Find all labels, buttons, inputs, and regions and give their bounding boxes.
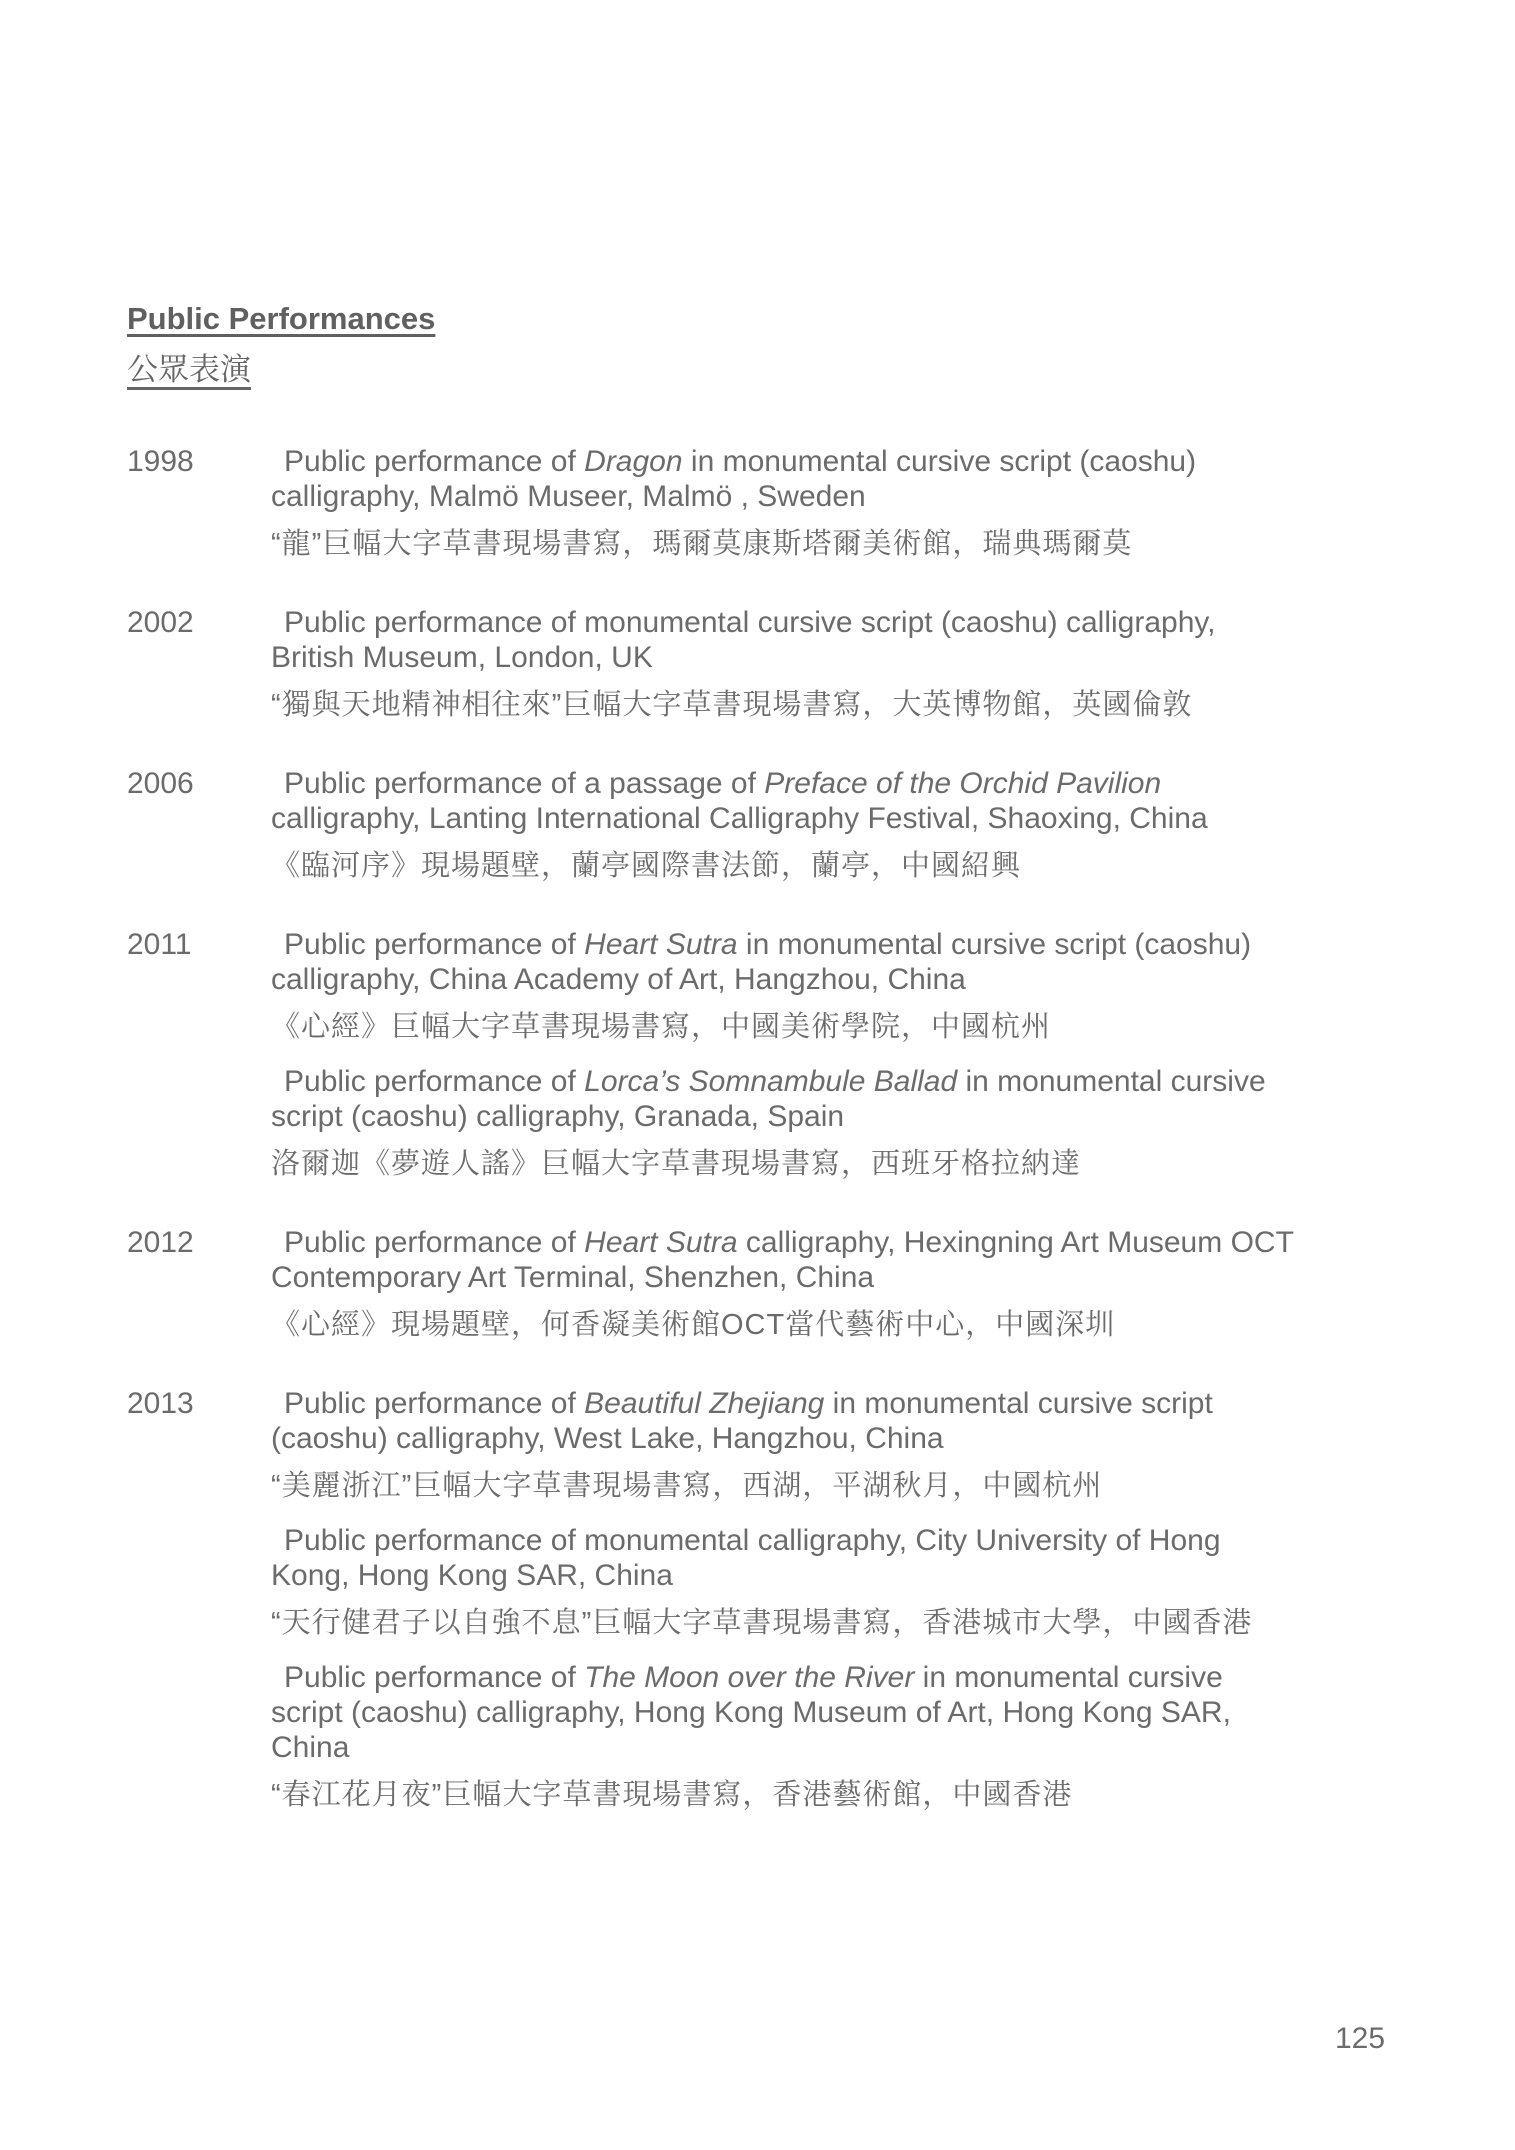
performance-description-chinese: 《心經》巨幅大字草書現場書寫，中國美術學院，中國杭州 xyxy=(271,1011,1052,1043)
text-segment: Public performance of xyxy=(284,1065,585,1098)
performance-item xyxy=(271,605,1437,724)
text-segment: in monumental cursive script (caoshu) xyxy=(682,445,1197,478)
performance-item xyxy=(271,1225,1437,1344)
description-line-english xyxy=(271,605,1437,640)
entry-items xyxy=(271,1225,1437,1344)
text-segment: calligraphy, China Academy of Art, Hangzhou, China xyxy=(271,963,966,996)
artwork-title: Dragon xyxy=(584,445,683,478)
performance-description-english xyxy=(271,1064,1437,1134)
text-segment: Contemporary Art Terminal, Shenzhen, China xyxy=(271,1261,875,1294)
description-line-english xyxy=(271,1523,1437,1558)
performance-entry xyxy=(127,605,1437,724)
entry-year: 2011 xyxy=(127,928,192,961)
performance-description-chinese: 洛爾迦《夢遊人謠》巨幅大字草書現場書寫，西班牙格拉納達 xyxy=(271,1148,1082,1180)
performance-description-english xyxy=(271,766,1437,836)
description-line-english xyxy=(271,927,1437,962)
entry-year: 2002 xyxy=(127,606,194,639)
text-segment: China xyxy=(271,1731,350,1764)
text-segment: Public performance of monumental cursive script (caoshu) calligraphy, xyxy=(284,606,1216,639)
performance-description-english xyxy=(271,927,1437,997)
text-segment: in monumental cursive script xyxy=(824,1387,1213,1420)
artwork-title: Lorca’s Somnambule Ballad xyxy=(584,1065,958,1098)
entry-items xyxy=(271,605,1437,724)
performance-description-english xyxy=(271,1386,1437,1456)
description-line-english xyxy=(271,1099,1437,1134)
artwork-title: The Moon over the River xyxy=(584,1661,915,1694)
text-segment: Public performance of monumental calligraphy, City University of Hong xyxy=(284,1524,1221,1557)
performance-description-english xyxy=(271,1660,1437,1765)
text-segment: in monumental cursive xyxy=(957,1065,1266,1098)
section-heading-chinese: 公眾表演 xyxy=(127,352,251,387)
description-line-english xyxy=(271,640,1437,675)
text-segment: calligraphy, Lanting International Calligraphy Festival, Shaoxing, China xyxy=(271,802,1208,835)
performance-description-chinese: 《臨河序》現場題壁，蘭亭國際書法節，蘭亭，中國紹興 xyxy=(271,850,1022,882)
entry-year: 1998 xyxy=(127,445,194,478)
text-segment: Public performance of xyxy=(284,445,585,478)
description-line-english xyxy=(271,479,1437,514)
text-segment: Public performance of xyxy=(284,1661,585,1694)
page-content xyxy=(127,300,1437,1856)
text-segment: British Museum, London, UK xyxy=(271,641,653,674)
section-heading-english: Public Performances xyxy=(127,301,436,336)
text-segment: Kong, Hong Kong SAR, China xyxy=(271,1559,673,1592)
entry-items xyxy=(271,444,1437,563)
text-segment: script (caoshu) calligraphy, Hong Kong Museum of Art, Hong Kong SAR, xyxy=(271,1696,1231,1729)
performance-description-english xyxy=(271,444,1437,514)
performance-description-chinese: “龍”巨幅大字草書現場書寫，瑪爾莫康斯塔爾美術館，瑞典瑪爾莫 xyxy=(271,528,1133,560)
text-segment: Public performance of xyxy=(284,1387,585,1420)
description-line-english xyxy=(271,1695,1437,1730)
entry-items xyxy=(271,1386,1437,1814)
text-segment: in monumental cursive script (caoshu) xyxy=(737,928,1252,961)
artwork-title: Heart Sutra xyxy=(584,1226,738,1259)
text-segment: Public performance of xyxy=(284,1226,585,1259)
performance-item xyxy=(271,766,1437,885)
page-number: 125 xyxy=(1335,2022,1386,2055)
description-line-english xyxy=(271,766,1437,801)
text-segment: calligraphy, Hexingning Art Museum OCT xyxy=(737,1226,1294,1259)
performance-description-english xyxy=(271,1225,1437,1295)
description-line-english xyxy=(271,1558,1437,1593)
entry-year: 2006 xyxy=(127,767,194,800)
description-line-english xyxy=(271,962,1437,997)
performance-entry xyxy=(127,1386,1437,1814)
performance-item xyxy=(271,927,1437,1046)
performance-description-chinese: “美麗浙江”巨幅大字草書現場書寫，西湖，平湖秋月，中國杭州 xyxy=(271,1470,1103,1502)
description-line-english xyxy=(271,1064,1437,1099)
description-line-english xyxy=(271,1386,1437,1421)
performance-description-chinese: “獨與天地精神相往來”巨幅大字草書現場書寫，大英博物館，英國倫敦 xyxy=(271,689,1193,721)
performance-item xyxy=(271,1660,1437,1814)
entry-items xyxy=(271,766,1437,885)
description-line-english xyxy=(271,801,1437,836)
description-line-english xyxy=(271,1260,1437,1295)
performance-description-chinese: “天行健君子以自強不息”巨幅大字草書現場書寫，香港城市大學，中國香港 xyxy=(271,1607,1253,1639)
text-segment: (caoshu) calligraphy, West Lake, Hangzhou, China xyxy=(271,1422,944,1455)
artwork-title: Preface of the Orchid Pavilion xyxy=(764,767,1162,800)
performance-description-english xyxy=(271,1523,1437,1593)
artwork-title: Heart Sutra xyxy=(584,928,738,961)
description-line-english xyxy=(271,1421,1437,1456)
description-line-english xyxy=(271,1660,1437,1695)
description-line-english xyxy=(271,1225,1437,1260)
entry-year: 2012 xyxy=(127,1226,194,1259)
performance-list xyxy=(127,444,1437,1814)
performance-item xyxy=(271,1064,1437,1183)
performance-item xyxy=(271,1523,1437,1642)
performance-entry xyxy=(127,766,1437,885)
performance-item xyxy=(271,1386,1437,1505)
performance-description-chinese: “春江花月夜”巨幅大字草書現場書寫，香港藝術館，中國香港 xyxy=(271,1779,1073,1811)
entry-items xyxy=(271,927,1437,1183)
description-line-english xyxy=(271,444,1437,479)
performance-entry xyxy=(127,927,1437,1183)
text-segment: in monumental cursive xyxy=(914,1661,1223,1694)
performance-description-english xyxy=(271,605,1437,675)
performance-entry xyxy=(127,1225,1437,1344)
performance-description-chinese: 《心經》現場題壁，何香凝美術館OCT當代藝術中心，中國深圳 xyxy=(271,1309,1116,1341)
performance-entry xyxy=(127,444,1437,563)
text-segment: script (caoshu) calligraphy, Granada, Spain xyxy=(271,1100,845,1133)
text-segment: Public performance of a passage of xyxy=(284,767,765,800)
description-line-english xyxy=(271,1730,1437,1765)
artwork-title: Beautiful Zhejiang xyxy=(584,1387,825,1420)
performance-item xyxy=(271,444,1437,563)
entry-year: 2013 xyxy=(127,1387,194,1420)
text-segment: Public performance of xyxy=(284,928,585,961)
text-segment: calligraphy, Malmö Museer, Malmö , Sweden xyxy=(271,480,866,513)
